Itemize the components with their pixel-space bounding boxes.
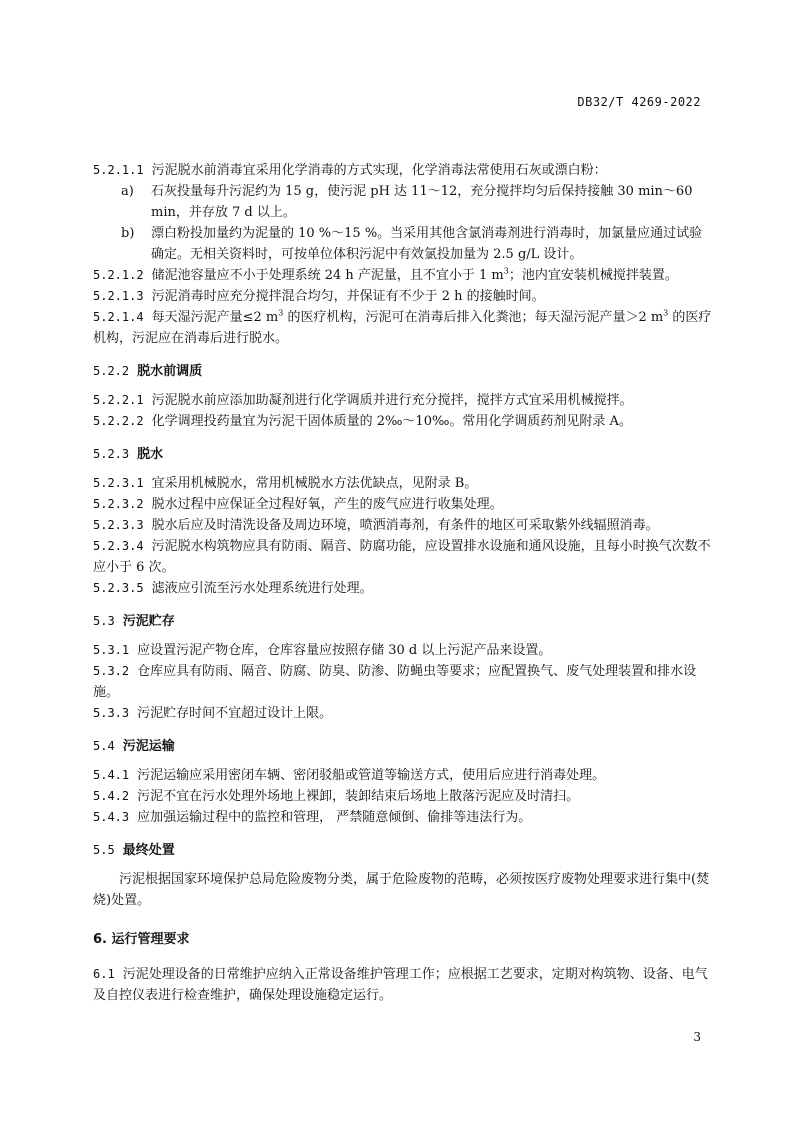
clause-5-2-3-5: 5.2.3.5 滤液应引流至污水处理系统进行处理。 bbox=[93, 581, 373, 596]
clause-5-2-2-2: 5.2.2.2 化学调理投药量宜为污泥干固体质量的 2‰～10‰。常用化学调质药剂见附录 A。 bbox=[93, 414, 632, 429]
clause-5-2-1-4: 5.2.1.4 每天湿污泥产量≤2 $m^3$ 的医疗机构，污泥可在消毒后排入化粪池；每天湿污泥产量＞2 $m^3$ 的医疗机构，污泥应在消毒后进行脱水。 bbox=[93, 308, 712, 346]
clause-5-2-1-3: 5.2.1.3 污泥消毒时应充分搅拌混合均匀，并保证有不少于 2 h 的接触时间。 bbox=[93, 289, 545, 304]
clause-5-2-3-1: 5.2.3.1 宜采用机械脱水，常用机械脱水方法优缺点，见附录 B。 bbox=[93, 476, 478, 491]
section-5-5-heading: 5.5 最终处置 bbox=[93, 843, 175, 858]
clause-5-4-1: 5.4.1 污泥运输应采用密闭车辆、密闭驳船或管道等输送方式，使用后应进行消毒处理。 bbox=[93, 768, 606, 783]
clause-5-2-1-1: 5.2.1.1 污泥脱水前消毒宜采用化学消毒的方式实现，化学消毒法常使用石灰或漂白粉： bbox=[93, 163, 607, 178]
document-body bbox=[93, 160, 713, 1006]
clause-5-5-text: 污泥根据国家环境保护总局危险废物分类，属于危险废物的范畴，必须按医疗废物处理要求进行集中(焚烧)处置。 bbox=[93, 872, 710, 908]
clause-5-2-3-3: 5.2.3.3 脱水后应及时清洗设备及周边环境，喷洒消毒剂，有条件的地区可采取紫外线辐照消毒。 bbox=[93, 518, 659, 533]
section-5-2-2-heading: 5.2.2 脱水前调质 bbox=[93, 364, 203, 379]
clause-5-2-3-2: 5.2.3.2 脱水过程中应保证全过程好氧，产生的废气应进行收集处理。 bbox=[93, 497, 503, 512]
item-a: a) 石灰投量每升污泥约为 15 g，使污泥 pH 达 11～12，充分搅拌均匀后保持接触 30 min～60 min，并存放 7 d 以上。 bbox=[121, 184, 693, 220]
section-5-3-heading: 5.3 污泥贮存 bbox=[93, 614, 175, 629]
section-5-4-heading: 5.4 污泥运输 bbox=[93, 739, 175, 754]
clause-5-4-3: 5.4.3 应加强运输过程中的监控和管理， 严禁随意倾倒、偷排等违法行为。 bbox=[93, 810, 532, 825]
clause-5-2-2-1: 5.2.2.1 污泥脱水前应添加助凝剂进行化学调质并进行充分搅拌，搅拌方式宜采用机械搅拌。 bbox=[93, 393, 633, 408]
page-number: 3 bbox=[693, 1030, 701, 1044]
clause-6-1: 6.1 污泥处理设备的日常维护应纳入正常设备维护管理工作；应根据工艺要求，定期对构筑物、设备、电气及自控仪表进行检查维护，确保处理设施稳定运行。 bbox=[93, 967, 708, 1003]
clause-5-3-3: 5.3.3 污泥贮存时间不宜超过设计上限。 bbox=[93, 706, 333, 721]
clause-5-2-1-2: 5.2.1.2 储泥池容量应不小于处理系统 24 h 产泥量，且不宜小于 1 $m^3$；池内宜安装机械搅拌装置。 bbox=[93, 266, 678, 283]
chapter-6-heading: 6. 运行管理要求 bbox=[93, 932, 190, 947]
standard-code: DB32/T 4269-2022 bbox=[577, 95, 701, 109]
clause-5-4-2: 5.4.2 污泥不宜在污水处理外场地上裸卸，装卸结束后场地上散落污泥应及时清扫。 bbox=[93, 789, 580, 804]
clause-5-3-1: 5.3.1 应设置污泥产物仓库，仓库容量应按照存储 30 d 以上污泥产品来设置。 bbox=[93, 643, 552, 658]
clause-5-3-2: 5.3.2 仓库应具有防雨、隔音、防腐、防臭、防渗、防蝇虫等要求；应配置换气、废气处理装置和排水设施。 bbox=[93, 664, 697, 700]
section-5-2-3-heading: 5.2.3 脱水 bbox=[93, 447, 164, 462]
item-b: b) 漂白粉投加量约为泥量的 10 %～15 %。当采用其他含氯消毒剂进行消毒时，加氯量应通过试验确定。无相关资料时，可按单位体积污泥中有效氯投加量为 2.5 g/L 设计。 bbox=[121, 226, 703, 262]
clause-5-2-3-4: 5.2.3.4 污泥脱水构筑物应具有防雨、隔音、防腐功能，应设置排水设施和通风设施，且每小时换气次数不应小于 6 次。 bbox=[93, 539, 711, 575]
